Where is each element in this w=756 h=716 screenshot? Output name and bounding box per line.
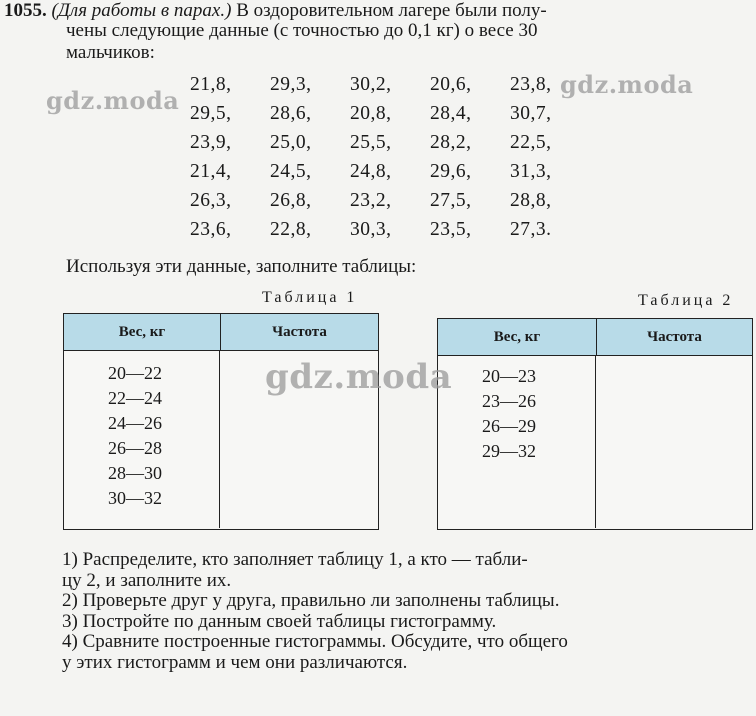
data-value: 29,3, (270, 74, 312, 95)
problem-text-line-2: чены следующие данные (с точностью до 0,1 кг) о весе 30 (66, 20, 538, 41)
range-cell: 29—32 (482, 441, 536, 461)
table-2-weight-header: Вес, кг (438, 319, 597, 355)
table-2-caption: Таблица 2 (638, 292, 734, 309)
range-cell: 26—28 (108, 438, 162, 458)
table-1 (63, 313, 379, 530)
table-2-ranges (438, 356, 596, 528)
problem-header (4, 0, 752, 21)
data-value: 29,6, (430, 161, 472, 182)
data-value: 25,0, (270, 132, 312, 153)
range-cell: 26—29 (482, 416, 536, 436)
data-value: 26,3, (190, 190, 232, 211)
task-1-line-1: 1) Распределите, кто заполняет таблицу 1, а кто — табли- (62, 549, 528, 570)
data-value: 23,5, (430, 219, 472, 240)
table-2-frequency-cells (596, 356, 752, 528)
data-value: 29,5, (190, 103, 232, 124)
data-value: 25,5, (350, 132, 392, 153)
table-1-ranges (64, 351, 220, 528)
task-3: 3) Постройте по данным своей таблицы гистограмму. (62, 610, 497, 632)
data-value: 26,8, (270, 190, 312, 211)
data-row (190, 128, 552, 157)
data-row (190, 157, 552, 186)
table-2-header (438, 319, 752, 356)
data-value: 27,3. (510, 219, 552, 240)
table-1-frequency-header: Частота (272, 323, 327, 340)
problem-text-line-3: мальчиков: (66, 42, 155, 63)
data-value: 23,8, (510, 74, 552, 95)
weight-data-grid (190, 70, 552, 244)
data-value: 22,8, (270, 219, 312, 240)
data-value: 30,7, (510, 103, 552, 124)
data-value: 28,8, (510, 190, 552, 211)
table-1-weight-header: Вес, кг (64, 314, 221, 350)
task-4-line-1: 4) Сравните построенные гистограммы. Обсудите, что общего (62, 631, 568, 652)
data-value: 30,3, (350, 219, 392, 240)
data-value: 21,8, (190, 74, 232, 95)
range-cell: 20—22 (108, 363, 162, 383)
watermark-center: gdz.moda (265, 357, 453, 397)
data-value: 28,4, (430, 103, 472, 124)
problem-number: 1055. (4, 0, 47, 21)
data-row (190, 215, 552, 244)
table-1-caption: Таблица 1 (262, 289, 358, 306)
data-value: 30,2, (350, 74, 392, 95)
table-1-header (64, 314, 378, 351)
data-value: 21,4, (190, 161, 232, 182)
range-cell: 23—26 (482, 391, 536, 411)
data-value: 27,5, (430, 190, 472, 211)
data-row (190, 186, 552, 215)
data-value: 28,2, (430, 132, 472, 153)
task-1-line-2: цу 2, и заполните их. (62, 569, 232, 591)
table-2-frequency-header: Частота (647, 328, 702, 345)
data-row (190, 99, 552, 128)
data-row (190, 70, 552, 99)
task-list (62, 550, 752, 673)
table-2-body (438, 356, 752, 528)
instruction-text: Используя эти данные, заполните таблицы: (66, 256, 417, 277)
range-cell: 28—30 (108, 463, 162, 483)
data-value: 23,9, (190, 132, 232, 153)
range-cell: 30—32 (108, 488, 162, 508)
data-value: 23,6, (190, 219, 232, 240)
watermark-right: gdz.moda (560, 70, 694, 99)
task-4-line-2: у этих гистограмм и чем они различаются. (62, 651, 408, 673)
watermark-left: gdz.moda (46, 86, 180, 115)
problem-note: (Для работы в парах.) (51, 0, 232, 21)
table-2 (437, 318, 753, 530)
task-2: 2) Проверьте друг у друга, правильно ли заполнены таблицы. (62, 590, 560, 611)
problem-text-line-1: В оздоровительном лагере были полу- (236, 0, 547, 21)
data-value: 20,6, (430, 74, 472, 95)
data-value: 22,5, (510, 132, 552, 153)
range-cell: 22—24 (108, 388, 162, 408)
data-value: 28,6, (270, 103, 312, 124)
range-cell: 24—26 (108, 413, 162, 433)
data-value: 20,8, (350, 103, 392, 124)
data-value: 31,3, (510, 161, 552, 182)
data-value: 23,2, (350, 190, 392, 211)
range-cell: 20—23 (482, 366, 536, 386)
data-value: 24,8, (350, 161, 392, 182)
data-value: 24,5, (270, 161, 312, 182)
